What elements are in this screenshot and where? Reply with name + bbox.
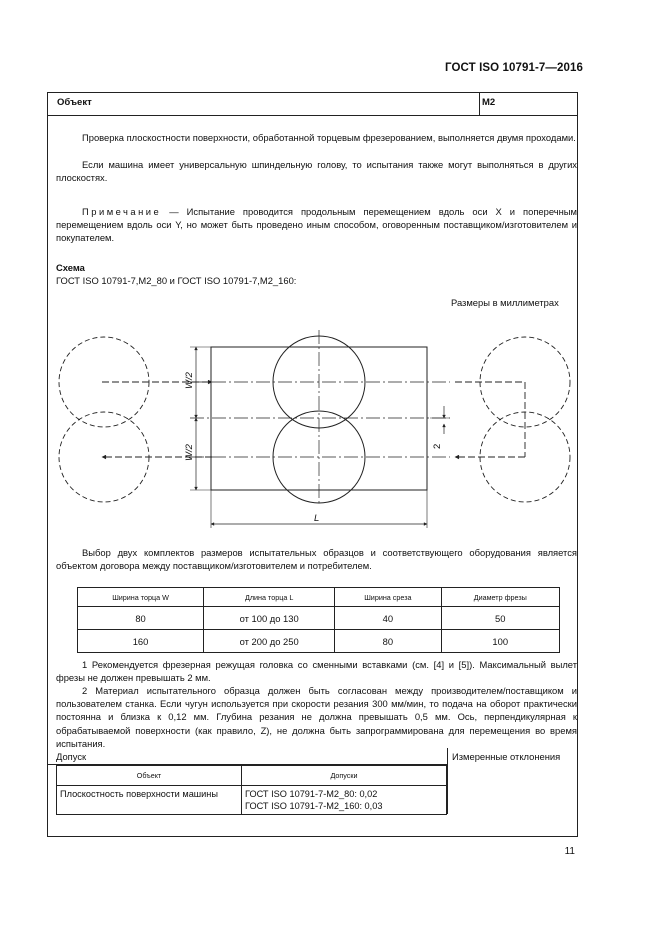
th-cut-width: Ширина среза <box>335 588 441 607</box>
label-l: L <box>314 513 320 524</box>
table-cell: 40 <box>335 607 441 630</box>
paragraph-universal-head: Если машина имеет универсальную шпиндельную голову, то испытания также могут выполняться в других плоскостях. <box>56 159 577 184</box>
label-2: 2 <box>432 443 443 449</box>
tolerance-separator <box>447 748 448 814</box>
paragraph-passes: Проверка плоскостности поверхности, обработанной торцевым фрезерованием, выполняется двумя проходами. <box>82 132 576 143</box>
test-code: М2 <box>482 97 496 108</box>
th-width: Ширина торца W <box>78 588 204 607</box>
note-word: Примечание <box>82 206 162 217</box>
th-tolerances: Допуски <box>242 766 447 786</box>
table-row <box>78 630 560 653</box>
table-cell: 50 <box>441 607 559 630</box>
tolerance-values <box>242 786 447 815</box>
schema-subtitle: ГОСТ ISO 10791-7,M2_80 и ГОСТ ISO 10791-7,M2_160: <box>56 275 297 286</box>
label-w2-top: W/2 <box>184 372 195 389</box>
table-cell: 80 <box>78 607 204 630</box>
tolerance-m2-160: ГОСТ ISO 10791-7-M2_160: 0,03 <box>245 801 383 811</box>
note-2: 2 Материал испытательного образца должен быть согласован между производителем/поставщиком и пользователем станка. Если чугун используется при скорости резания 300 мм/мин, то подача на оборот практически постоянна и близка к 0,12 мм. Глубина резания не должна превышать 0,5 мм. Ось, перпендикулярная к обрабатываемой поверхности (как правило, Z), не должна быть запрограммирована для перемещения во время испытания. <box>56 685 577 749</box>
table-cell: 80 <box>335 630 441 653</box>
th-object: Объект <box>57 766 242 786</box>
note-text: — Испытание проводится продольным перемещением вдоль оси X и поперечным перемещением вдоль оси Y, но может быть проведено иным способом, оговоренным поставщиком/изготовителем и покупателем. <box>56 206 577 244</box>
tolerance-label: Допуск <box>56 751 87 762</box>
object-label: Объект <box>57 97 92 108</box>
th-length: Длина торца L <box>204 588 335 607</box>
tolerance-header-row <box>57 766 447 786</box>
dimensions-table <box>77 587 560 653</box>
table-cell: 100 <box>441 630 559 653</box>
schema-title: Схема <box>56 262 85 273</box>
table-row <box>78 607 560 630</box>
label-w2-bottom: W/2 <box>184 444 195 461</box>
standard-designation: ГОСТ ISO 10791-7—2016 <box>445 62 583 74</box>
tolerance-table <box>56 765 447 815</box>
selection-paragraph: Выбор двух комплектов размеров испытательных образцов и соответствующего оборудования является объектом договора между поставщиком/изготовителем и потребителем. <box>56 547 577 572</box>
tolerance-object: Плоскостность поверхности машины <box>57 786 242 815</box>
dimensions-note: Размеры в миллиметрах <box>451 297 559 308</box>
table-cell: от 200 до 250 <box>204 630 335 653</box>
th-cutter-diameter: Диаметр фрезы <box>441 588 559 607</box>
tolerance-m2-80: ГОСТ ISO 10791-7-M2_80: 0,02 <box>245 789 378 799</box>
measured-deviations-label: Измеренные отклонения <box>452 751 561 762</box>
page-number: 11 <box>564 846 575 857</box>
note-1: 1 Рекомендуется фрезерная режущая головка со сменными вставками (см. [4] и [5]). Максимальный вылет фрезы не должен превышать 2 мм. <box>56 659 577 684</box>
table-row <box>57 786 447 815</box>
table-cell: 160 <box>78 630 204 653</box>
table-header-row <box>78 588 560 607</box>
table-cell: от 100 до 130 <box>204 607 335 630</box>
